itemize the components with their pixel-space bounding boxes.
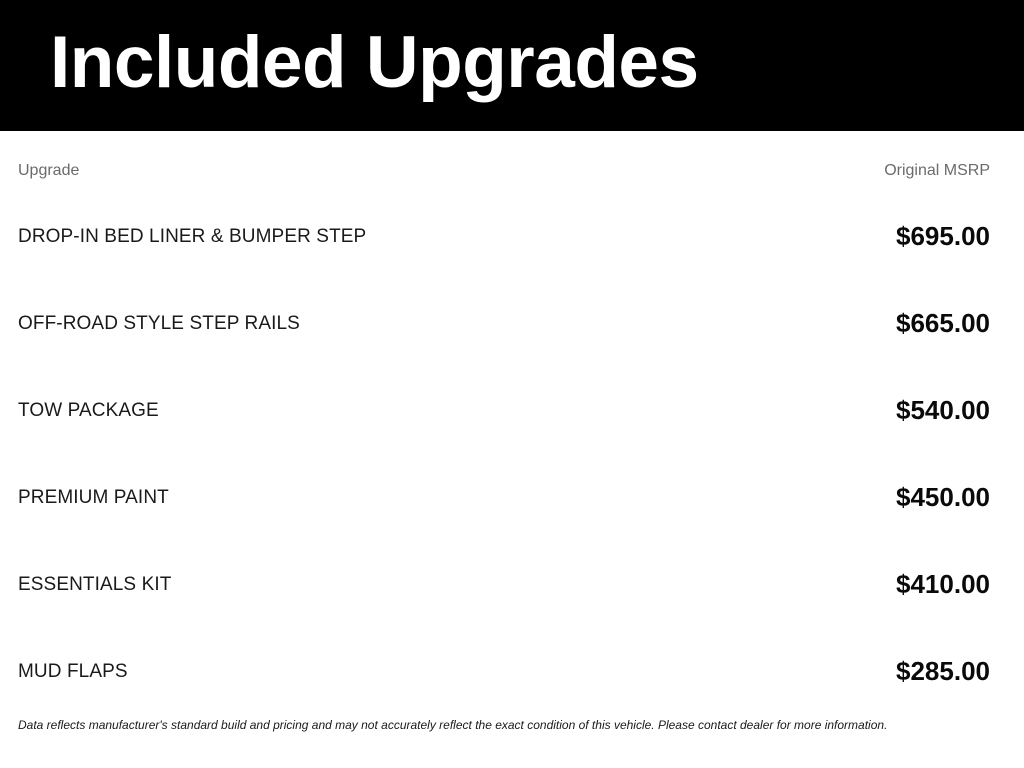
upgrade-price: $285.00 [896, 656, 990, 686]
column-header-original-msrp: Original MSRP [884, 162, 990, 179]
page-title: Included Upgrades [50, 22, 699, 103]
table-row [18, 454, 990, 541]
table-row [18, 541, 990, 628]
upgrade-price: $450.00 [896, 482, 990, 512]
table-row [18, 280, 990, 367]
column-header-upgrade: Upgrade [18, 162, 80, 179]
upgrade-name: MUD FLAPS [18, 660, 128, 682]
page-header [0, 0, 1024, 131]
table-row [18, 193, 990, 280]
upgrade-price: $695.00 [896, 221, 990, 251]
upgrades-table [0, 131, 1024, 732]
table-column-headers [18, 131, 990, 180]
upgrade-name: ESSENTIALS KIT [18, 573, 172, 595]
disclaimer-text: Data reflects manufacturer's standard build and pricing and may not accurately reflect the exact condition of this vehicle. Please contact dealer for more information. [18, 718, 888, 732]
upgrades-table-body [18, 193, 990, 715]
upgrade-name: OFF-ROAD STYLE STEP RAILS [18, 312, 300, 334]
upgrade-price: $410.00 [896, 569, 990, 599]
table-row [18, 628, 990, 715]
upgrade-name: DROP-IN BED LINER & BUMPER STEP [18, 225, 367, 247]
upgrade-price: $665.00 [896, 308, 990, 338]
upgrade-name: TOW PACKAGE [18, 399, 159, 421]
table-row [18, 367, 990, 454]
upgrade-name: PREMIUM PAINT [18, 486, 169, 508]
upgrade-price: $540.00 [896, 395, 990, 425]
